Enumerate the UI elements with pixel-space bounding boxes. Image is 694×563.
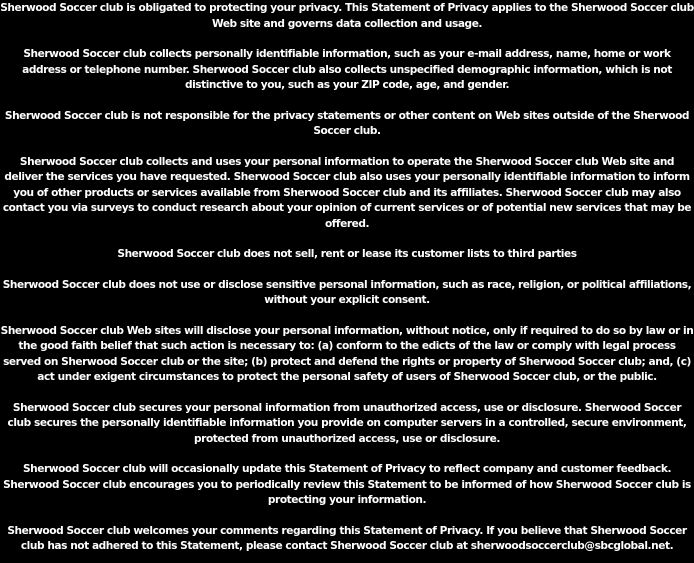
paragraph-customer-lists: Sherwood Soccer club does not sell, rent or lease its customer lists to third parties — [117, 248, 577, 260]
paragraph-disclosure: Sherwood Soccer club Web sites will disclose your personal information, without notice, only if required to do so by law or in the good faith belief that such action is necessary to: (a) conform to the edicts of the law or comply with legal process served on Sherwood Soccer club or the site; (b) protect and defend the rights or property of Sherwood Soccer club; and, (c) act under exigent circumstances to protect the personal safety of users of Sherwood Soccer club, or the public. — [0, 324, 694, 383]
paragraph-sensitive-information: Sherwood Soccer club does not use or disclose sensitive personal information, such as race, religion, or political affiliations, without your explicit consent. — [2, 278, 692, 306]
paragraph-security: Sherwood Soccer club secures your personal information from unauthorized access, use or disclosure. Sherwood Soccer club secures the personally identifiable information you provide on computer servers in a controlled, secure environment, protected from unauthorized access, use or disclosure. — [7, 401, 687, 445]
paragraph-statement-updates: Sherwood Soccer club will occasionally update this Statement of Privacy to reflect company and customer feedback. Sherwood Soccer club encourages you to periodically review this Statement to be informed of how Sherwood Soccer club is protecting your information. — [3, 463, 691, 506]
paragraph-external-sites: Sherwood Soccer club is not responsible for the privacy statements or other content on Web sites outside of the Sherwood Soccer club. — [4, 109, 690, 137]
paragraph-information-use: Sherwood Soccer club collects and uses your personal information to operate the Sherwood Soccer club Web site and deliver the services you have requested. Sherwood Soccer club also uses your personally identifiable information to inform you of other products or services available from Sherwood Soccer club and its affiliates. Sherwood Soccer club may also contact you via surveys to conduct research about your opinion of current services or of potential new services that may be offered. — [2, 155, 692, 230]
paragraph-privacy-obligation: Sherwood Soccer club is obligated to protecting your privacy. This Statement of Privacy applies to the Sherwood Soccer club Web site and governs data collection and usage. — [0, 2, 694, 30]
paragraph-information-collection: Sherwood Soccer club collects personally identifiable information, such as your e-mail address, name, home or work address or telephone number. Sherwood Soccer club also collects unspecified demographic information, which is not distinctive to you, such as your ZIP code, age, and gender. — [22, 48, 672, 91]
paragraph-contact: Sherwood Soccer club welcomes your comments regarding this Statement of Privacy. If you believe that Sherwood Soccer club has not adhered to this Statement, please contact Sherwood Soccer club at sherwoodsoccerclub@sbcglobal.net. — [7, 524, 687, 552]
